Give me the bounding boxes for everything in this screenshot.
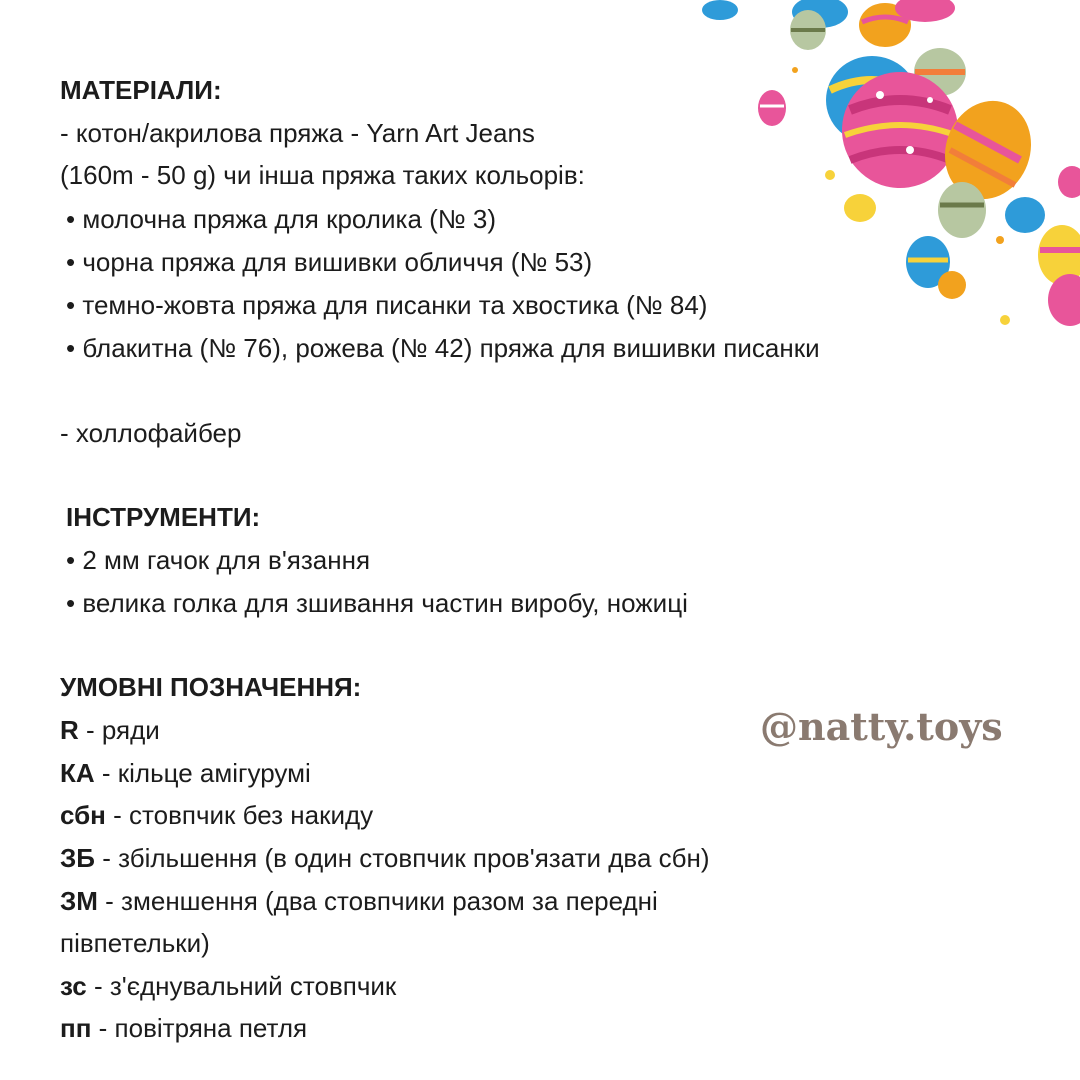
legend-desc: - кільце амігурумі <box>94 758 311 788</box>
materials-item: • блакитна (№ 76), рожева (№ 42) пряжа для вишивки писанки <box>66 333 820 363</box>
legend-desc: - з'єднувальний стовпчик <box>86 971 397 1001</box>
legend-entry <box>60 1015 307 1041</box>
materials-yarn-line: - котон/акрилова пряжа - Yarn Art Jeans <box>60 118 535 148</box>
legend-abbr: КА <box>60 758 95 788</box>
easter-eggs-icon <box>700 0 1080 340</box>
legend-entry <box>60 802 373 828</box>
legend-entry <box>60 888 658 914</box>
legend-entry-continuation <box>60 930 210 956</box>
legend-desc: - збільшення (в один стовпчик пров'язати два сбн) <box>94 843 710 873</box>
tools-item: • велика голка для зшивання частин виробу, ножиці <box>66 588 688 618</box>
materials-item: • темно-жовта пряжа для писанки та хвостика (№ 84) <box>66 290 708 320</box>
legend-entry <box>60 973 396 999</box>
legend-desc: - стовпчик без накиду <box>105 800 374 830</box>
legend-abbr: ЗМ <box>60 886 98 916</box>
legend-abbr: пп <box>60 1013 92 1043</box>
legend-abbr: зс <box>60 971 87 1001</box>
legend-desc: - повітряна петля <box>91 1013 308 1043</box>
legend-abbr: R <box>60 715 79 745</box>
legend-entry <box>60 845 710 871</box>
tools-heading: ІНСТРУМЕНТИ: <box>66 502 261 532</box>
legend-entry <box>60 760 311 786</box>
legend-abbr: ЗБ <box>60 843 95 873</box>
legend-desc: - ряди <box>78 715 160 745</box>
legend-desc: півпетельки) <box>60 928 210 958</box>
tools-item: • 2 мм гачок для в'язання <box>66 545 371 575</box>
materials-yarn-detail: (160m - 50 g) чи інша пряжа таких кольорів: <box>60 160 585 190</box>
materials-heading: МАТЕРІАЛИ: <box>60 75 222 105</box>
materials-stuffing: - холлофайбер <box>60 418 242 448</box>
watermark-handle: @natty.toys <box>760 704 1003 749</box>
legend-entry <box>60 717 160 743</box>
materials-item: • чорна пряжа для вишивки обличчя (№ 53) <box>66 247 593 277</box>
legend-heading: УМОВНІ ПОЗНАЧЕННЯ: <box>60 672 362 702</box>
legend-abbr: сбн <box>60 800 106 830</box>
materials-item: • молочна пряжа для кролика (№ 3) <box>66 204 497 234</box>
legend-desc: - зменшення (два стовпчики разом за передні <box>97 886 658 916</box>
